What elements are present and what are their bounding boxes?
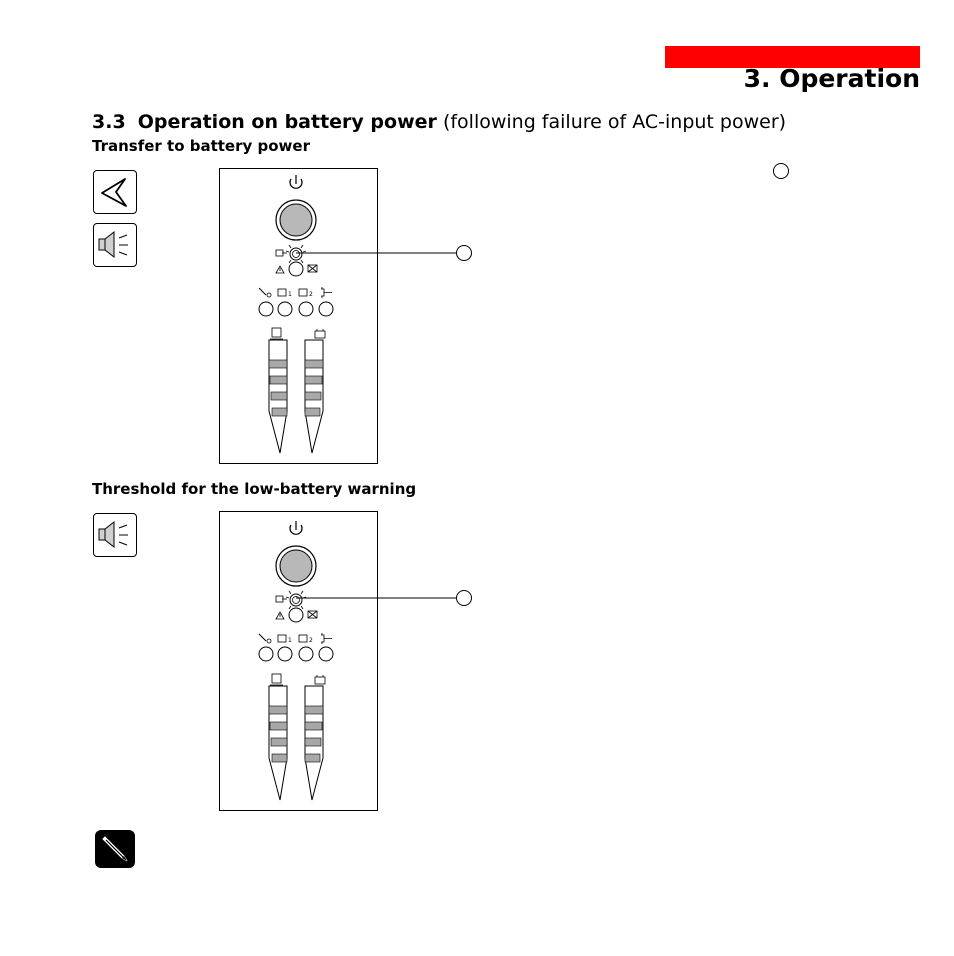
pencil-note-icon — [95, 830, 135, 868]
outlet-2-label: 2 — [309, 637, 313, 644]
subsection-title-low-battery: Threshold for the low-battery warning — [92, 480, 417, 498]
callout-marker — [773, 163, 789, 179]
outlet-2-label: 2 — [309, 291, 313, 298]
callout-marker-transfer — [456, 245, 472, 261]
outlet-1-label: 1 — [288, 291, 292, 298]
outlet-1-label: 1 — [288, 637, 292, 644]
section-title: Operation on battery power — [137, 111, 437, 133]
callout-marker-low-battery — [456, 590, 472, 606]
chapter-title: 3. Operation — [743, 64, 920, 93]
section-number: 3.3 — [92, 111, 126, 133]
subsection-title-transfer: Transfer to battery power — [92, 137, 310, 155]
section-subtitle: (following failure of AC-input power) — [442, 111, 787, 133]
